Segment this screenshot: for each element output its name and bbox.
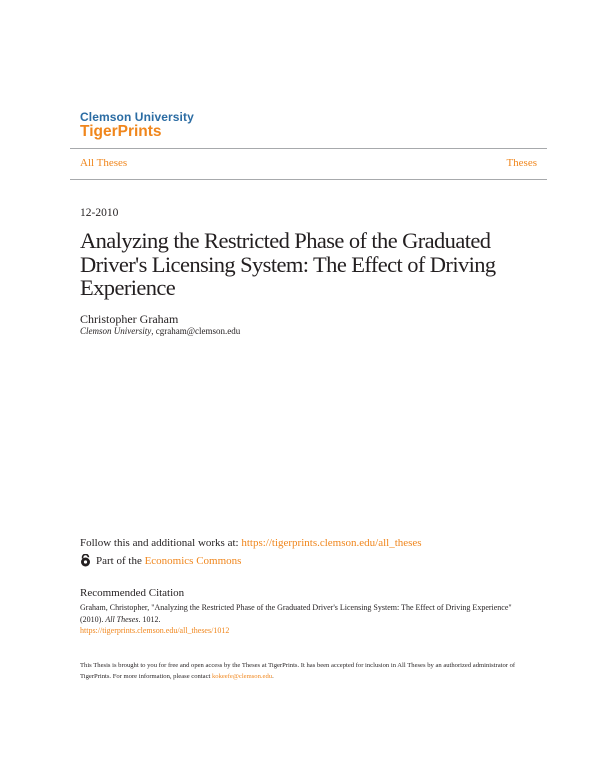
part-of-line bbox=[80, 554, 241, 567]
part-of-text: Part of the bbox=[96, 554, 145, 567]
citation-url-link[interactable]: https://tigerprints.clemson.edu/all_theses/1012 bbox=[80, 626, 230, 635]
follow-line bbox=[80, 537, 422, 549]
access-notice-end: . bbox=[272, 673, 274, 680]
all-theses-link[interactable]: All Theses bbox=[80, 157, 128, 169]
author-name: Christopher Graham bbox=[80, 312, 179, 326]
author-affiliation bbox=[80, 326, 240, 336]
theses-link[interactable]: Theses bbox=[506, 157, 537, 169]
tigerprints-logo[interactable]: TigerPrints bbox=[80, 123, 162, 140]
citation-body: Graham, Christopher, "Analyzing the Restricted Phase of the Graduated Driver's Licensing System: The Effect of Driving Experience" (2010). bbox=[80, 603, 512, 624]
top-divider bbox=[70, 148, 547, 149]
author-email: , cgraham@clemson.edu bbox=[151, 326, 241, 336]
citation-number: . 1012. bbox=[138, 614, 161, 624]
access-notice-text: This Thesis is brought to you for free and open access by the Theses at TigerPrints. It has been accepted for inclusion in All Theses by an authorized administrator of TigerPrints. For more information, please contact bbox=[80, 662, 516, 680]
all-theses-url-link[interactable]: https://tigerprints.clemson.edu/all_theses bbox=[241, 537, 422, 549]
affiliation-institution: Clemson University bbox=[80, 326, 152, 336]
follow-text: Follow this and additional works at: bbox=[80, 537, 242, 549]
citation-journal: All Theses bbox=[105, 614, 139, 624]
contact-email-link[interactable]: kokeefe@clemson.edu bbox=[211, 673, 273, 680]
access-notice bbox=[80, 660, 530, 682]
university-name: Clemson University bbox=[80, 110, 194, 124]
recommended-citation-heading: Recommended Citation bbox=[80, 587, 185, 599]
economics-commons-link[interactable]: Economics Commons bbox=[144, 554, 242, 567]
thesis-title: Analyzing the Restricted Phase of the Graduated Driver's Licensing System: The Effect of Driving Experience bbox=[80, 228, 496, 301]
publication-date: 12-2010 bbox=[80, 207, 119, 219]
citation-text bbox=[80, 602, 530, 637]
bottom-divider bbox=[70, 179, 547, 180]
open-access-icon bbox=[80, 554, 91, 567]
